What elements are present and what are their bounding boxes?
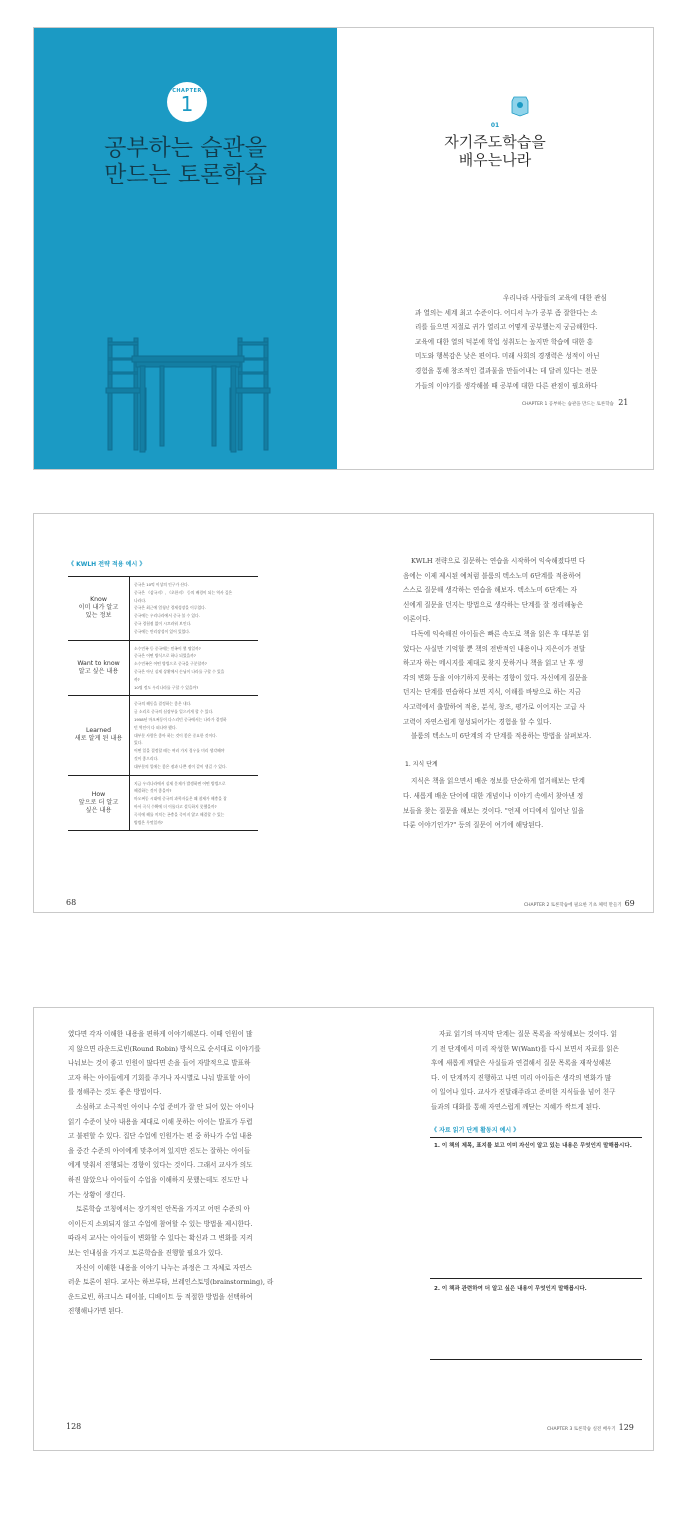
body-line: 를 정해주는 것도 좋은 방법이다. (68, 1088, 162, 1097)
body-line: 스스로 질문해 생각하는 연습을 해보자. 텍소노미 6단계는 자 (403, 586, 577, 595)
body-line: 리를 들으면 저절로 귀가 열리고 어떻게 공부했는지 궁금해한다. (415, 323, 598, 332)
section-number: 01 (490, 122, 500, 129)
row-header (68, 577, 130, 640)
body-line: 신에게 질문을 던지는 방법으로 생각하는 단계를 잘 정리해놓은 (403, 600, 584, 609)
body-line: 교육에 대한 열의 덕분에 학업 성취도는 높지만 학습에 대한 흥 (415, 337, 594, 346)
footer-text: CHAPTER 1 공부하는 습관을 만드는 토론학습 (522, 402, 614, 407)
cell-line: 대부분의 일에는 좋은 점과 나쁜 점이 같이 생길 수 있다. (134, 763, 227, 769)
body-line: 따라서 교사는 아이들이 변화할 수 있다는 확신과 그 변화를 지켜 (68, 1234, 253, 1243)
body-line: 고자 하는 아이들에게 기회를 주거나 자시별로 나눠 발표할 아이 (68, 1073, 251, 1082)
body-line: 읽기 수준이 낮아 내용을 제대로 이해 못하는 아이는 발표가 두렵 (68, 1117, 253, 1126)
cell-line: 나라다. (134, 597, 147, 603)
body-line: 지식은 책을 읽으면서 배운 정보를 단순하게 열거해보는 단계 (411, 777, 585, 786)
body-line: 던지는 단계를 연습하다 보면 지식, 이해를 바탕으로 하는 지금 (403, 688, 582, 697)
cell-line: 중국은 《삼국지》, 《초한지》 등의 배경이 되는 역사 깊은 (134, 589, 233, 595)
kwlh-table (68, 576, 258, 831)
body-line: 진행해나가면 된다. (68, 1307, 124, 1316)
body-line: 자신이 이해한 내용을 이야기 나누는 과정은 그 자체로 자연스 (76, 1263, 253, 1272)
right-page (337, 28, 653, 469)
body-line: 보는 인내심을 가지고 토론학습을 진행할 필요가 있다. (68, 1248, 223, 1257)
body-line: 음에는 이제 제시된 예처럼 블룸의 텍소노미 6단계를 적용하여 (403, 571, 582, 580)
cell-line: 중국은 아닌 실제 상황에서 손님이 나라를 구할 수 있을 (134, 668, 225, 674)
body-line: 하고자 하는 메시지를 제대로 찾지 못하거나 책을 읽고 난 후 생 (403, 659, 584, 668)
body-line: 경험을 통해 창조적인 결과물을 만들어내는 데 달려 있다는 전문 (415, 366, 598, 375)
chapter-label: CHAPTER (172, 88, 202, 94)
cell-line: 아서 곡식 수확에 더 이롭다고 설득하지 못했을까? (134, 803, 217, 809)
cell-line: 대부분 사람은 좋아 하는 것이 좋은 중요한 것이다. (134, 732, 218, 738)
body-line: 을 중간 수준의 아이에게 맞추어져 있지만 진도는 잘하는 아이들 (68, 1146, 251, 1155)
body-line: 토론학습 코칭에서는 장기적인 안목을 가지고 어떤 수준의 아 (76, 1205, 250, 1214)
cell-line: 소수민족은 어떤 방법으로 중국을 구분할까? (134, 661, 207, 667)
body-line: 들과의 대화를 통해 자연스럽게 깨닫는 지혜가 싹트게 된다. (431, 1102, 601, 1111)
row-header (68, 696, 130, 774)
row-header-line: How (91, 790, 106, 798)
row-header-line: 알고 싶은 내용 (78, 667, 119, 675)
body-line: 가는 상황이 생긴다. (68, 1190, 126, 1199)
footer-text: CHAPTER 2 토론학습에 필요한 기초 체력 만들기 (524, 903, 622, 908)
body-line: 후에 새롭게 깨달은 사실들과 연결해서 질문 목록을 재작성해본 (431, 1059, 612, 1068)
body-line: 다. 이 단계까지 진행하고 나면 미리 아이들은 생각의 변화가 많 (431, 1073, 612, 1082)
cell-line: 까? (134, 676, 140, 682)
cell-line: 소수민족 등 중국에는 민족이 몇 명일까? (134, 645, 201, 651)
row-header-line: 싶은 내용 (85, 806, 112, 814)
table-and-chairs-illustration (104, 328, 274, 458)
body-line: 자료 읽기의 마지막 단계는 질문 목록을 작성해보는 것이다. 읽 (439, 1030, 618, 1038)
cell-line: 중국에는 우리나라에서 중국 볼 수 있다. (134, 613, 200, 619)
row-header-line: 이미 내가 알고 (78, 604, 119, 612)
cell-line: 1958년 마오쩌둥이 다스리던 중국에서는 나라가 결정하 (134, 716, 227, 722)
cell-line: 해결하는 것이 좋을까? (134, 788, 172, 794)
body-line: 운드로빈, 하크니스 테이블, 디베이트 등 적절한 방법을 선택하여 (68, 1292, 253, 1301)
body-line: 러운 토론이 된다. 교사는 하브루타, 브레인스토밍(brainstorming), 라 (68, 1278, 274, 1287)
chapter-title-line: 만드는 토론학습 (104, 162, 267, 188)
body-line: 가들의 이야기를 생각해볼 때 공부에 대한 다른 관점이 필요하다 (415, 381, 598, 390)
worksheet-caption: 《 자료 읽기 단계 활동지 예시 》 (431, 1127, 520, 1134)
page-number-right: 129 (618, 1423, 634, 1432)
cell-line: 중국 경험점 없이 시끄러워 보인다. (134, 620, 192, 626)
body-line: 미도와 행복감은 낮은 편이다. 미래 사회의 경쟁력은 성적이 아닌 (415, 352, 600, 361)
body-line: 다. 새롭게 배운 단어에 대한 개념이나 이야기 속에서 찾아낸 정 (403, 791, 584, 800)
body-line: 소심하고 소극적인 아이나 수업 준비가 잘 안 되어 있는 아이나 (76, 1102, 255, 1111)
body-line: 이 일어나 있다. 교사가 진달래주라고 준비한 지식들을 넘어 친구 (431, 1088, 616, 1097)
section-title-line: 자기주도학습을 (444, 133, 546, 151)
section-badge-icon (511, 95, 529, 117)
left-page-text (68, 1027, 286, 1319)
row-header-line: 새로 알게 된 내용 (74, 735, 123, 743)
row-content (130, 641, 258, 696)
body-line: 였다면 각자 이해한 내용을 편하게 이야기해본다. 이때 인원이 많 (68, 1030, 253, 1038)
chapter-number: 1 (180, 92, 194, 116)
body-line: 고 불편할 수 있다. 집단 수업에 인원가는 편 중 하나가 수업 내용 (68, 1132, 253, 1141)
chapter-cover-panel (34, 28, 337, 469)
cell-line: 중국은 10억 이상의 인구가 산다. (134, 582, 189, 587)
page-number-left: 68 (66, 898, 77, 907)
row-content (130, 696, 258, 774)
body-line: 사고력에서 출발하여 적용, 분석, 창조, 평가로 이어지는 고급 사 (403, 702, 586, 711)
body-line: 이론이다. (403, 615, 431, 624)
body-line: 기 전 단계에서 미리 작성한 W(Want)를 다시 보면서 자료를 읽은 (431, 1044, 619, 1053)
table-caption: 《 KWLH 전략 적용 예시 》 (68, 561, 146, 568)
body-line: 다독에 익숙해진 아이들은 빠른 속도로 책을 읽은 후 대부분 읽 (411, 629, 590, 638)
running-footer (547, 1423, 634, 1432)
row-header-line: 있는 정보 (85, 612, 112, 620)
page-number: 21 (618, 398, 629, 407)
spread-reading-stage (33, 1007, 654, 1451)
intro-paragraph (415, 291, 633, 393)
cell-line: 중국에는 만리장성이 있어 있었다. (134, 628, 191, 634)
row-header-line: Want to know (77, 659, 120, 667)
cell-line: 글 소리로 중국의 심장부를 일으키게 할 수 있다. (134, 709, 214, 715)
cell-line: 마오쩌둥 시대에 중국의 과학자들은 왜 참새가 해충을 잡 (134, 796, 227, 802)
body-line: 우리나라 사람들의 교육에 대한 관심 (503, 294, 607, 302)
spread-kwlh (33, 513, 654, 913)
body-line: 하진 않았으나 아이들이 수업을 이해하지 못했는데도 진도만 나 (68, 1175, 249, 1184)
body-line: 각의 변화 등을 이야기하지 못하는 경향이 있다. 자신에게 질문을 (403, 673, 588, 682)
worksheet-question: 1. 이 책의 제목, 표지를 보고 이미 자신이 알고 있는 내용은 무엇인지 말해봅시다. (434, 1143, 632, 1149)
table-row (68, 696, 258, 775)
right-page-text (431, 1027, 643, 1115)
body-line: 고력이 자연스럽게 형성되어가는 경험을 할 수 있다. (403, 717, 552, 726)
cell-line: 곡식에 해를 끼치는 곤충을 죽이지 않고 해결할 수 있는 (134, 811, 225, 817)
worksheet-question: 2. 이 책과 관련하여 더 알고 싶은 내용이 무엇인지 말해봅시다. (434, 1286, 587, 1292)
footer-text: CHAPTER 3 토론학습 실전 배우기 (547, 1427, 616, 1432)
body-line: 이이든지 소외되지 않고 수업에 참여할 수 있는 방법을 제시한다. (68, 1219, 253, 1228)
body-line: 나눠보는 것이 좋고 인원이 많다면 손을 들어 자발적으로 발표하 (68, 1059, 251, 1068)
cell-line: 던 역인이 다 떠나야 했다. (134, 724, 177, 730)
cell-line: 지금 우리나라에서 실제 문제가 발생하면 어떤 방법으로 (134, 780, 226, 786)
body-line: KWLH 전략으로 질문하는 연습을 시작하여 익숙해졌다면 다 (411, 557, 586, 565)
row-content (130, 776, 258, 831)
cell-line: 방법은 무엇일까? (134, 819, 163, 825)
cell-line: 중국의 해동을 결정하는 좋은 내다. (134, 701, 192, 707)
worksheet-box-2 (430, 1277, 642, 1360)
running-footer (524, 899, 635, 908)
body-line: 지 않으면 라운드로빈(Round Robin) 방식으로 순서대로 이야기를 (68, 1044, 261, 1053)
body-line: 블룸의 텍소노미 6단계의 각 단계를 적용하는 방법을 살펴보자. (411, 732, 592, 741)
body-line: 보들을 찾는 질문을 해보는 것이다. "언제 어디에서 일어난 일을 (403, 806, 585, 815)
cell-line: 중국은 어떤 방식으로 하나 되었을까? (134, 653, 196, 659)
table-row (68, 577, 258, 641)
cell-line: 어떤 일을 결정할 때는 여러 가지 경우를 미리 생각해야 (134, 748, 225, 754)
row-header-line: Learned (85, 727, 112, 735)
body-line: 에게 맞춰서 진행되는 경향이 있다는 것이다. 그래서 교사가 의도 (68, 1161, 253, 1170)
subheading: 1. 지식 단계 (405, 760, 438, 768)
row-header-line: 앞으로 더 알고 (78, 798, 119, 806)
spread-chapter-opener (33, 27, 654, 470)
row-header (68, 641, 130, 696)
section-title (337, 133, 653, 169)
chapter-badge (167, 82, 207, 122)
right-page-text (403, 554, 610, 833)
row-content (130, 577, 258, 640)
cell-line: 10명 정도 우리나라를 구할 수 있을까? (134, 684, 199, 690)
section-title-line: 배우는나라 (458, 151, 532, 169)
running-footer (522, 398, 628, 407)
body-line: 었다는 사실만 기억할 뿐 책의 전반적인 내용이나 지은이가 전달 (403, 644, 586, 653)
page-number-left: 128 (66, 1422, 82, 1431)
cell-line: 것이 좋으리다. (134, 755, 159, 761)
chapter-title-line: 공부하는 습관을 (104, 135, 267, 161)
body-line: 과 열의는 세계 최고 수준이다. 어디서 누가 공부 좀 잘한다는 소 (415, 308, 598, 317)
cell-line: 중국은 최근에 엄청난 경제성장을 이루었다. (134, 605, 207, 611)
page-number-right: 69 (624, 899, 635, 908)
table-row (68, 641, 258, 697)
cell-line: 있다. (134, 740, 143, 746)
table-row (68, 776, 258, 831)
worksheet-box-1 (430, 1137, 642, 1279)
body-line: 다룬 이야기인가?" 등의 질문이 여기에 해당된다. (403, 821, 544, 830)
chapter-title (34, 135, 337, 189)
row-header-line: Know (90, 596, 107, 604)
row-header (68, 776, 130, 831)
